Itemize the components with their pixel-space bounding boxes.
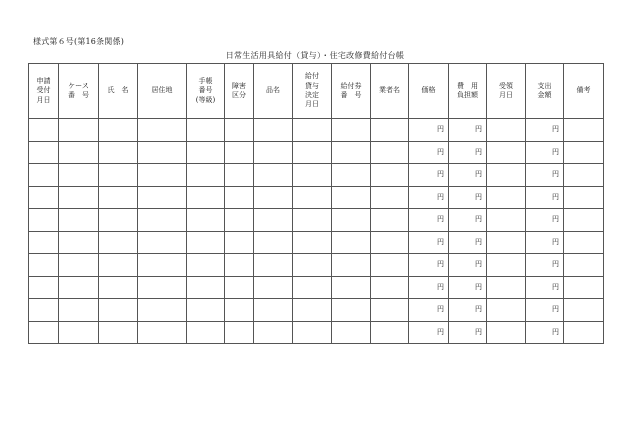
cell-name[interactable] <box>99 186 138 209</box>
cell-payment-amount[interactable]: 円 <box>526 164 564 187</box>
cell-price[interactable]: 円 <box>409 299 449 322</box>
cell-remarks[interactable] <box>564 299 604 322</box>
cell-price[interactable]: 円 <box>409 186 449 209</box>
table-row <box>29 299 604 322</box>
cell-name[interactable] <box>99 254 138 277</box>
cell-disability-category[interactable] <box>225 321 254 344</box>
col-header-payment-amount: 支出 金額 <box>526 64 564 119</box>
cell-residence[interactable] <box>138 164 187 187</box>
cell-payment-amount[interactable]: 円 <box>526 231 564 254</box>
cell-name[interactable] <box>99 141 138 164</box>
cell-cost-share[interactable]: 円 <box>449 141 487 164</box>
cell-application-date[interactable] <box>29 276 59 299</box>
table-row <box>29 209 604 232</box>
cell-handbook-number[interactable] <box>187 299 225 322</box>
cell-vendor-name[interactable] <box>371 141 409 164</box>
cell-remarks[interactable] <box>564 141 604 164</box>
cell-case-number[interactable] <box>59 276 99 299</box>
table-row <box>29 186 604 209</box>
cell-application-date[interactable] <box>29 119 59 142</box>
cell-decision-date[interactable] <box>293 321 332 344</box>
cell-name[interactable] <box>99 321 138 344</box>
cell-voucher-number[interactable] <box>332 254 371 277</box>
cell-application-date[interactable] <box>29 321 59 344</box>
cell-voucher-number[interactable] <box>332 276 371 299</box>
cell-vendor-name[interactable] <box>371 186 409 209</box>
cell-voucher-number[interactable] <box>332 231 371 254</box>
col-header-cost-share: 費 用 負担額 <box>449 64 487 119</box>
cell-vendor-name[interactable] <box>371 231 409 254</box>
cell-item-name[interactable] <box>254 299 293 322</box>
cell-receipt-date[interactable] <box>487 209 526 232</box>
cell-residence[interactable] <box>138 231 187 254</box>
col-header-vendor-name: 業者名 <box>371 64 409 119</box>
cell-payment-amount[interactable]: 円 <box>526 209 564 232</box>
cell-cost-share[interactable]: 円 <box>449 231 487 254</box>
cell-item-name[interactable] <box>254 209 293 232</box>
cell-disability-category[interactable] <box>225 141 254 164</box>
cell-application-date[interactable] <box>29 186 59 209</box>
cell-remarks[interactable] <box>564 186 604 209</box>
cell-cost-share[interactable]: 円 <box>449 209 487 232</box>
cell-price[interactable]: 円 <box>409 119 449 142</box>
table-row <box>29 276 604 299</box>
table-row <box>29 321 604 344</box>
cell-payment-amount[interactable]: 円 <box>526 254 564 277</box>
cell-receipt-date[interactable] <box>487 254 526 277</box>
cell-remarks[interactable] <box>564 209 604 232</box>
cell-item-name[interactable] <box>254 119 293 142</box>
table-row <box>29 141 604 164</box>
cell-vendor-name[interactable] <box>371 299 409 322</box>
cell-remarks[interactable] <box>564 276 604 299</box>
cell-residence[interactable] <box>138 119 187 142</box>
col-header-residence: 居住地 <box>138 64 187 119</box>
header-row <box>29 64 604 119</box>
cell-item-name[interactable] <box>254 231 293 254</box>
cell-disability-category[interactable] <box>225 231 254 254</box>
cell-vendor-name[interactable] <box>371 254 409 277</box>
cell-handbook-number[interactable] <box>187 254 225 277</box>
cell-case-number[interactable] <box>59 209 99 232</box>
cell-cost-share[interactable]: 円 <box>449 299 487 322</box>
cell-voucher-number[interactable] <box>332 119 371 142</box>
cell-residence[interactable] <box>138 186 187 209</box>
cell-receipt-date[interactable] <box>487 321 526 344</box>
cell-application-date[interactable] <box>29 299 59 322</box>
cell-voucher-number[interactable] <box>332 186 371 209</box>
cell-name[interactable] <box>99 231 138 254</box>
cell-receipt-date[interactable] <box>487 164 526 187</box>
table-row <box>29 164 604 187</box>
cell-case-number[interactable] <box>59 254 99 277</box>
table-row <box>29 119 604 142</box>
cell-remarks[interactable] <box>564 164 604 187</box>
cell-remarks[interactable] <box>564 119 604 142</box>
cell-decision-date[interactable] <box>293 254 332 277</box>
cell-disability-category[interactable] <box>225 186 254 209</box>
cell-payment-amount[interactable]: 円 <box>526 299 564 322</box>
cell-payment-amount[interactable]: 円 <box>526 186 564 209</box>
cell-voucher-number[interactable] <box>332 299 371 322</box>
cell-residence[interactable] <box>138 321 187 344</box>
col-header-decision-date: 給付 貸与 決定 月日 <box>293 64 332 119</box>
cell-name[interactable] <box>99 299 138 322</box>
cell-payment-amount[interactable]: 円 <box>526 321 564 344</box>
cell-handbook-number[interactable] <box>187 119 225 142</box>
cell-name[interactable] <box>99 164 138 187</box>
cell-handbook-number[interactable] <box>187 186 225 209</box>
cell-cost-share[interactable]: 円 <box>449 186 487 209</box>
cell-case-number[interactable] <box>59 321 99 344</box>
col-header-voucher-number: 給付券 番 号 <box>332 64 371 119</box>
cell-item-name[interactable] <box>254 321 293 344</box>
cell-voucher-number[interactable] <box>332 209 371 232</box>
cell-case-number[interactable] <box>59 186 99 209</box>
cell-receipt-date[interactable] <box>487 231 526 254</box>
form-number: 様式第６号(第16条関係) <box>33 37 125 46</box>
col-header-application-date: 申請 受付 月日 <box>29 64 59 119</box>
cell-application-date[interactable] <box>29 164 59 187</box>
cell-residence[interactable] <box>138 276 187 299</box>
cell-case-number[interactable] <box>59 299 99 322</box>
document-title: 日常生活用具給付（貸与）・住宅改修費給付台帳 <box>225 51 405 60</box>
cell-decision-date[interactable] <box>293 299 332 322</box>
col-header-remarks: 備考 <box>564 64 604 119</box>
cell-handbook-number[interactable] <box>187 321 225 344</box>
cell-cost-share[interactable]: 円 <box>449 254 487 277</box>
cell-application-date[interactable] <box>29 141 59 164</box>
cell-handbook-number[interactable] <box>187 141 225 164</box>
cell-price[interactable]: 円 <box>409 231 449 254</box>
cell-decision-date[interactable] <box>293 141 332 164</box>
cell-receipt-date[interactable] <box>487 119 526 142</box>
cell-vendor-name[interactable] <box>371 276 409 299</box>
cell-receipt-date[interactable] <box>487 141 526 164</box>
cell-vendor-name[interactable] <box>371 209 409 232</box>
cell-decision-date[interactable] <box>293 186 332 209</box>
cell-item-name[interactable] <box>254 164 293 187</box>
col-header-receipt-date: 受領 月日 <box>487 64 526 119</box>
cell-remarks[interactable] <box>564 231 604 254</box>
cell-voucher-number[interactable] <box>332 141 371 164</box>
cell-handbook-number[interactable] <box>187 164 225 187</box>
cell-case-number[interactable] <box>59 141 99 164</box>
cell-item-name[interactable] <box>254 276 293 299</box>
cell-application-date[interactable] <box>29 209 59 232</box>
cell-application-date[interactable] <box>29 231 59 254</box>
cell-vendor-name[interactable] <box>371 321 409 344</box>
cell-decision-date[interactable] <box>293 276 332 299</box>
cell-price[interactable]: 円 <box>409 209 449 232</box>
cell-payment-amount[interactable]: 円 <box>526 119 564 142</box>
cell-price[interactable]: 円 <box>409 321 449 344</box>
cell-handbook-number[interactable] <box>187 231 225 254</box>
cell-disability-category[interactable] <box>225 209 254 232</box>
cell-disability-category[interactable] <box>225 276 254 299</box>
table-row <box>29 231 604 254</box>
cell-disability-category[interactable] <box>225 299 254 322</box>
cell-residence[interactable] <box>138 254 187 277</box>
cell-vendor-name[interactable] <box>371 119 409 142</box>
cell-residence[interactable] <box>138 209 187 232</box>
cell-case-number[interactable] <box>59 231 99 254</box>
cell-cost-share[interactable]: 円 <box>449 276 487 299</box>
cell-residence[interactable] <box>138 141 187 164</box>
cell-name[interactable] <box>99 209 138 232</box>
cell-voucher-number[interactable] <box>332 164 371 187</box>
cell-handbook-number[interactable] <box>187 276 225 299</box>
cell-item-name[interactable] <box>254 141 293 164</box>
cell-decision-date[interactable] <box>293 119 332 142</box>
cell-vendor-name[interactable] <box>371 164 409 187</box>
cell-cost-share[interactable]: 円 <box>449 321 487 344</box>
cell-receipt-date[interactable] <box>487 299 526 322</box>
cell-remarks[interactable] <box>564 254 604 277</box>
cell-residence[interactable] <box>138 299 187 322</box>
cell-item-name[interactable] <box>254 254 293 277</box>
cell-price[interactable]: 円 <box>409 276 449 299</box>
cell-price[interactable]: 円 <box>409 164 449 187</box>
cell-disability-category[interactable] <box>225 119 254 142</box>
cell-case-number[interactable] <box>59 119 99 142</box>
cell-receipt-date[interactable] <box>487 276 526 299</box>
cell-decision-date[interactable] <box>293 164 332 187</box>
cell-decision-date[interactable] <box>293 209 332 232</box>
col-header-item-name: 品名 <box>254 64 293 119</box>
cell-disability-category[interactable] <box>225 254 254 277</box>
cell-receipt-date[interactable] <box>487 186 526 209</box>
cell-voucher-number[interactable] <box>332 321 371 344</box>
cell-name[interactable] <box>99 119 138 142</box>
cell-cost-share[interactable]: 円 <box>449 119 487 142</box>
cell-name[interactable] <box>99 276 138 299</box>
cell-disability-category[interactable] <box>225 164 254 187</box>
cell-price[interactable]: 円 <box>409 254 449 277</box>
cell-price[interactable]: 円 <box>409 141 449 164</box>
cell-application-date[interactable] <box>29 254 59 277</box>
cell-handbook-number[interactable] <box>187 209 225 232</box>
col-header-name: 氏 名 <box>99 64 138 119</box>
cell-case-number[interactable] <box>59 164 99 187</box>
col-header-disability-category: 障害 区分 <box>225 64 254 119</box>
cell-decision-date[interactable] <box>293 231 332 254</box>
table-row <box>29 254 604 277</box>
cell-remarks[interactable] <box>564 321 604 344</box>
ledger-table <box>28 63 604 344</box>
cell-payment-amount[interactable]: 円 <box>526 276 564 299</box>
col-header-case-number: ケース 番 号 <box>59 64 99 119</box>
cell-item-name[interactable] <box>254 186 293 209</box>
col-header-handbook-number: 手帳 番号 (等級) <box>187 64 225 119</box>
col-header-price: 価格 <box>409 64 449 119</box>
cell-payment-amount[interactable]: 円 <box>526 141 564 164</box>
cell-cost-share[interactable]: 円 <box>449 164 487 187</box>
